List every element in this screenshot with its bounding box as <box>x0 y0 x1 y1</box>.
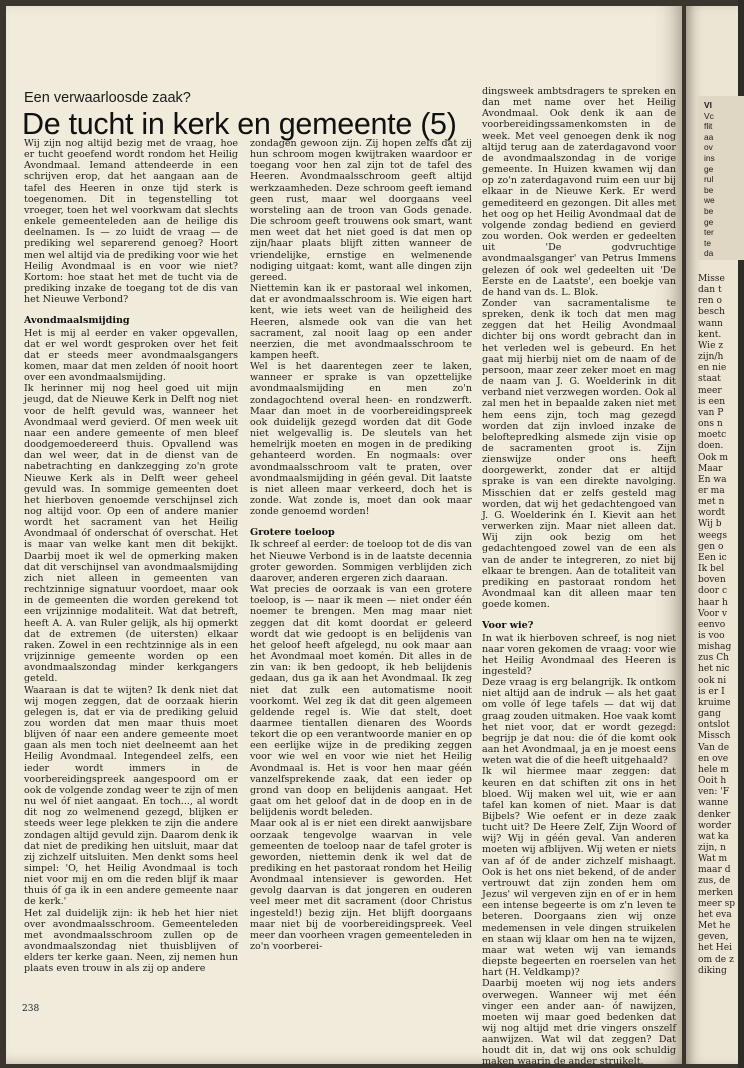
sidebar-box-title: VI <box>704 100 712 110</box>
text-fragment: wann <box>698 318 723 329</box>
text-fragment: Wie z <box>698 340 724 351</box>
sidebar-box-line: da <box>704 248 714 259</box>
text-fragment: Missch <box>698 731 731 742</box>
text-fragment: hele m <box>698 764 730 775</box>
sidebar-box-line: flit <box>704 121 713 132</box>
article-kicker: Een verwaarloosde zaak? <box>24 90 191 106</box>
text-fragment: ons n <box>698 419 723 430</box>
text-fragment: en nie <box>698 363 727 374</box>
article-title: De tucht in kerk en gemeente (5) <box>22 107 457 141</box>
paragraph: Niettemin kan ik er pastoraal wel inkomen, dat er avondmaalsschroom is. Wie eigen hart kent, wie iets weet van de heiligheid des Heeren, alsmede ook van die van het sacrament, zal nooit laag op een ander neerzien, die met avondmaalsschroom te kampen heeft. <box>250 283 472 361</box>
text-fragment: dan t <box>698 285 722 296</box>
paragraph: In wat ik hierboven schreef, is nog niet naar voren gekomen de vraag: voor wie het Heilig Avondmaal des Heeren is ingesteld? <box>482 632 676 677</box>
text-fragment: Voor v <box>698 608 728 619</box>
text-fragment: Wat m <box>698 854 728 865</box>
paragraph: Maar ook al is er niet een direkt aanwijsbare oorzaak tengevolge waarvan in vele gemeenten de toeloop naar de tafel groter is geworden, niettemin denk ik wel dat de prediking en het pastoraat rondom het Heilig Avondmaal intensiever is geworden. Het gevolg daarvan is dat jongeren en ouderen veel meer met dit sacrament (door Christus ingesteld!) bezig zijn. Het blijft doorgaans maar niet bij de voorbereidingspreek. Veel meer dan voorheen vragen gemeenteleden in zo'n voorberei- <box>250 818 472 953</box>
text-fragment: wanne <box>698 798 729 809</box>
paragraph: dingsweek ambtsdragers te spreken en dan met name over het Heilig Avondmaal. Ook denk ik aan de voorbereidingssamenkomsten in de week. Met veel genoegen denk ik nog altijd terug aan de zaterdagavond voor de avondmaalszondag in de vorige gemeente. In Huizen kwamen wij dan op zo'n zaterdagavond ruim een uur bij elkaar in de Nieuwe Kerk. Er werd gemediteerd en gezongen. Dit alles met het oog op het Heilig Avondmaal dat de volgende zondag bediend en gevierd zou worden. Ook werden er gedeelten uit 'De godvruchtige avondmaalsganger' van Petrus Immens gelezen óf ook wel gedeelten uit 'De Eerste en de Laatste', een boekje van de hand van ds. L. Blok. <box>482 86 676 298</box>
text-fragment: haar h <box>698 597 728 608</box>
text-fragment: zus Ch <box>698 653 730 664</box>
text-fragment: merken <box>698 887 734 898</box>
paragraph: zondagen gewoon zijn. Zij hopen zelfs dat zij hun schroom mogen kwijtraken waardoor er toegang voor hen zal zijn tot de tafel des Heeren. Avondmaalsschroom geeft altijd werkzaamheden. Deze schroom geeft iemand geen rust, maar wel doorgaans veel worsteling aan de troon van Gods genade. Die schroom geeft trouwens ook smart, want men weet dat het niet goed is dat men op zijn/haar plaats blijft zitten wanneer de vriendelijke, ernstige en welmenende nodiging uitgaat: komt, want alle dingen zijn gereed. <box>250 138 472 283</box>
text-fragment: Van de <box>698 742 730 753</box>
text-fragment: ontslot <box>698 720 730 731</box>
text-fragment: maar d <box>698 865 731 876</box>
text-fragment: geven, <box>698 932 729 943</box>
text-column-1 <box>24 138 238 980</box>
text-fragment: en ove <box>698 753 729 764</box>
text-fragment: weegs <box>698 530 728 541</box>
sidebar-box-line: we <box>704 195 715 206</box>
text-fragment: moetc <box>698 430 727 441</box>
paragraph: Wat precies de oorzaak is van een grotere toeloop, is — naar ik meen — niet onder één noemer te brengen. Men mag maar niet zeggen dat dit komt doordat er geleerd wordt dat wie gedoopt is en belijdenis van het geloof heeft afgelegd, nu ook maar aan het Avondmaal moet komén. Dit alles in de zin van: ik ben gedoopt, ik heb belijdenis gedaan, dus ga ik aan het Avondmaal. Ik zeg niet dat zulk een automatisme nooit voorkomt. Wel zeg ik dat dit geen algemeen geldende regel is. Wie dat stelt, doet daarmee tientallen dienaren des Woords tekort die op een verantwoorde manier en op een eerlijke wijze in de prediking zeggen voor wie wel en voor wie niet het Heilig Avondmaal is. Het is voor hen maar géén vanzelfsprekende zaak, dat een ieder op grond van doop en belijdenis aangaat. Het gaat om het geloof dat in de doop en in de belijdenis wordt beleden. <box>250 584 472 819</box>
section-heading: Voor wie? <box>482 620 534 632</box>
adjacent-page-edge <box>686 6 738 1064</box>
text-fragment: worder <box>698 820 732 831</box>
sidebar-box-lines <box>704 111 744 259</box>
paragraph: Wel is het daarentegen zeer te laken, wanneer er sprake is van opzettelijke avondmaalsmijding en men zo'n zondagochtend overal heen- en rondzwerft. Maar dan moet in de voorbereidingspreek ook duidelijk gezegd worden dat dit Gode niet welgevallig is. De sleutels van het hemelrijk moeten en mogen in de prediking gehanteerd worden. En nogmaals: over avondmaalsschroom valt te praten, over avondmaalsmijding in géén geval. Dit laatste is niet alleen maar verkeerd, doch het is zonde. Wat zonde is, moet dan ook maar zonde genoemd worden! <box>250 361 472 518</box>
sidebar-box-line: ge <box>704 163 714 174</box>
sidebar-box-line: ge <box>704 216 714 227</box>
text-fragment: wat ka <box>698 831 729 842</box>
paragraph: Het zal duidelijk zijn: ik heb het hier niet over avondmaalsschroom. Gemeenteleden met avondmaalsschroom zullen op de avondmaalszondag niet thuisblijven of elders ter kerke gaan. Neen, zij nemen hun plaats even trouw in als zij op andere <box>24 907 238 975</box>
magazine-page <box>6 6 682 1068</box>
text-fragment: kruime <box>698 697 731 708</box>
sidebar-box-line: be <box>704 205 714 216</box>
sidebar-box-line: te <box>704 237 711 248</box>
text-column-2 <box>250 138 472 976</box>
text-fragment: Misse <box>698 274 725 284</box>
text-fragment: mishag <box>698 642 732 653</box>
sidebar-box-line: rul <box>704 174 714 185</box>
paragraph: Waaraan is dat te wijten? Ik denk niet dat wij mogen zeggen, dat de oorzaak hierin gelegen is, dat er via de prediking geluid zou worden dat men maar thuis moet blijven óf naar een andere gemeente moet gaan als men toch niet deelneemt aan het Heilig Avondmaal. Integendeel zelfs, een ieder wordt immers in de voorbereidingspreek aangespoord om er ook de volgende zondag weer te zijn of men nu wel óf niet aangaat. En toch..., al wordt dit nog zo welmenend gezegd, blijken er steeds weer lege plekken te zijn die andere zondagen altijd gevuld zijn. Daarom denk ik dat niet de prediking hen uitsluit, maar dat zij zichzelf uitsluiten. Men denkt soms heel simpel: 'O, het Heilig Avondmaal is toch niet voor mij en om die reden blijf ik maar thuis óf ga ik in een andere gemeente naar de kerk.' <box>24 684 238 908</box>
paragraph: Wij zijn nog altijd bezig met de vraag, hoe er tucht geoefend wordt rondom het Heilig Avondmaal. Iemand attendeerde in een schrijven erop, dat het aangaan aan de tafel des Heeren in onze tijd sterk is toegenomen. Dit in tegenstelling tot vroeger, toen het wel voorkwam dat slechts enkele gemeenteleden aan de heilige dis deelnamen. Is — zo luidt de vraag — de prediking wel separerend genoeg? Hoort men wel altijd via de prediking voor wie het Heilig Avondmaal is en voor wie niet? Kortom: hoe staat het met de tucht via de prediking inzake de toegang tot de dis van het Nieuwe Verbond? <box>24 138 238 306</box>
text-fragment: het nic <box>698 664 730 675</box>
paragraph: Ik wil hiermee maar zeggen: dat keuren en dat schiften zit ons in het bloed. Wij maken wel uit, wie er aan tafel kan komen of niet. Maar is dat Bijbels? Wie oefent er in deze zaak tucht uit? De Heere Zelf, Zijn Woord of wij? Wij in géén geval. Van anderen moeten wij afblijven. Wij weten er niets van af óf de ander zichzelf mishaagt. Ook is het ons niet bekend, of de ander vertrouwt dat zijn zonden hem om Jezus' wil vergeven zijn en of er in hem een intense begeerte is om z'n leven te beteren. Doorgaans zien wij onze medemensen in vele dingen struikelen en staan wij klaar om hen na te wijzen, maar wat weten wij van iemands diepste begeerten en roerselen van het hart (H. Veldkamp)? <box>482 766 676 979</box>
text-fragment: zijn, n <box>698 842 727 853</box>
text-fragment: kent. <box>698 329 722 340</box>
text-fragment: om de z <box>698 954 734 965</box>
text-fragment: En wa <box>698 474 727 485</box>
text-fragment: Ik bel <box>698 564 725 575</box>
text-fragment: het Hei <box>698 943 733 954</box>
text-fragment: Ooit h <box>698 776 727 787</box>
page-number: 238 <box>22 1004 40 1014</box>
text-column-3 <box>482 86 676 1068</box>
text-fragment: van P <box>698 407 724 418</box>
sidebar-box-line: ter <box>704 227 714 238</box>
sidebar-box-line: be <box>704 184 714 195</box>
sidebar-box-line: ov <box>704 142 713 153</box>
text-fragment: boven <box>698 575 726 586</box>
text-fragment: wordt <box>698 508 726 519</box>
text-fragment: met n <box>698 497 725 508</box>
text-fragment: door c <box>698 586 728 597</box>
paragraph: Ik schreef al eerder: de toeloop tot de dis van het Nieuwe Verbond is in de laatste decennia groter geworden. Sommigen verblijden zich daarover, anderen ergeren zich daaraan. <box>250 539 472 584</box>
text-fragment: is voo <box>698 631 725 641</box>
paragraph: Daarbij moeten wij nog iets anders overwegen. Wanneer wij met één vinger een ander aan- óf nawijzen, moeten wij maar goed bedenken dat wij nog altijd met drie vingers onszelf aanwijzen. Wat wil dat zeggen? Dat houdt dit in, dat wij ons ook schuldig maken waarin de ander struikelt. <box>482 978 676 1068</box>
text-fragment: gen o <box>698 541 724 552</box>
paragraph: Deze vraag is erg belangrijk. Ik ontkom niet altijd aan de indruk — als het gaat om volle óf lege tafels — dat wij dat graag zouden uitmaken. Hoe vaak komt het niet voor, dat er wordt gezegd: begrijp je dat nou: die óf die komt ook aan het Avondmaal, ja en je moest eens weten wat die of die heeft uitgehaald? <box>482 677 676 767</box>
text-fragment: Wij b <box>698 519 722 530</box>
text-fragment: meer <box>698 385 722 396</box>
text-fragment: Maar <box>698 463 723 474</box>
text-fragment: er ma <box>698 485 725 496</box>
text-fragment: staat <box>698 374 721 385</box>
section-heading: Grotere toeloop <box>250 527 335 539</box>
paragraph: Ik herinner mij nog heel goed uit mijn jeugd, dat de Nieuwe Kerk in Delft nog niet voor de helft gevuld was, wanneer het Avondmaal werd gevierd. Of men week uit naar een andere gemeente of men bleef doodgemoedereerd thuis. Opvallend was dan wel weer, dat in de dienst van de nabetrachting en dankzegging zo'n grote Nieuwe Kerk als in Delft weer geheel gevuld was. In sommige gemeenten doet het hierboven genoemde verschijnsel zich nog altijd voor. Op een of andere manier wordt het sacrament van het Heilig Avondmaal óf onderschat óf overschat. Het is maar van welke kant men dit bekijkt. Daarbij moet ik wel de opmerking maken dat dit verschijnsel van avondmaalsmijding zich niet alleen in gemeenten van rechtzinnige signatuur voordoet, maar ook in de gemeenten die worden gerekend tot een vrijzinnige modaliteit. Wat dat betreft, heeft A. A. van Ruler gelijk, als hij opmerkt dat de extremen (de uitersten) elkaar raken. Zowel in een rechtzinnige als in een vrijzinnige gemeente worden op een avondmaalszondag minder kerkgangers geteld. <box>24 383 238 685</box>
sidebar-box <box>698 96 744 260</box>
text-fragment: ven: 'F <box>698 787 730 798</box>
text-fragment: Ook m <box>698 452 728 463</box>
paragraph: Het is mij al eerder en vaker opgevallen, dat er wel wordt gesproken over het feit dat er steeds meer avondmaalsgangers komen, maar dat men zelden óf nooit hoort over een avondmaalsmijding. <box>24 327 238 384</box>
text-fragment: zijn/h <box>698 352 724 363</box>
sidebar-box-line: ins <box>704 152 715 163</box>
section-heading: Avondmaalsmijding <box>24 315 130 327</box>
text-fragment: zus, de <box>698 876 731 887</box>
text-fragment: het eva <box>698 909 732 920</box>
adjacent-page-text <box>698 274 738 977</box>
sidebar-box-line: aa <box>704 131 714 142</box>
text-fragment: is een <box>698 396 726 407</box>
paragraph: Zonder van sacramentalisme te spreken, denk ik toch dat men mag zeggen dat het Heilig Avondmaal dichter bij ons wordt gebracht dan in het verleden wel is gebeurd. En het gaat mij hierbij niet om de naam of de persoon, maar zeer zeker moet en mag de naam van J. G. Woelderink in dit verband niet verzwegen worden. Ook al zal men het in bepaalde zaken niet met hem eens zijn, toch mag gezegd worden dat zijn invloed inzake de beloftepredking alsmede zijn visie op de sacramenten groot is. Zijn zienswijze onder ons heeft doorgewerkt, zonder dat er altijd sprake is van een direkte navolging. Misschien dat er zelfs gesteld mag worden, dat wij het gedachtengoed van J. G. Woelderink én I. Kievit aan het verwerken zijn. Maar niet alleen dat. Wij zijn ook bezig om het gedachtengoed zowel van de een als van de ander te integreren, zo niet bij elkaar te brengen. Aan de totaliteit van prediking en pastoraat rondom het Avondmaal kan dit alleen maar ten goede komen. <box>482 297 676 611</box>
text-fragment: Met he <box>698 921 731 932</box>
text-fragment: gang <box>698 709 721 720</box>
text-fragment: eenvo <box>698 619 726 630</box>
text-fragment: besch <box>698 307 725 318</box>
text-fragment: ren o <box>698 296 722 307</box>
text-fragment: doen. <box>698 441 724 452</box>
sidebar-box-line: Vc <box>704 110 714 121</box>
text-fragment: is er I <box>698 686 725 697</box>
text-fragment: meer sp <box>698 898 736 909</box>
text-fragment: denker <box>698 809 731 820</box>
text-fragment: diking <box>698 965 727 976</box>
text-fragment: ook ni <box>698 675 727 686</box>
text-fragment: Een ic <box>698 552 727 563</box>
